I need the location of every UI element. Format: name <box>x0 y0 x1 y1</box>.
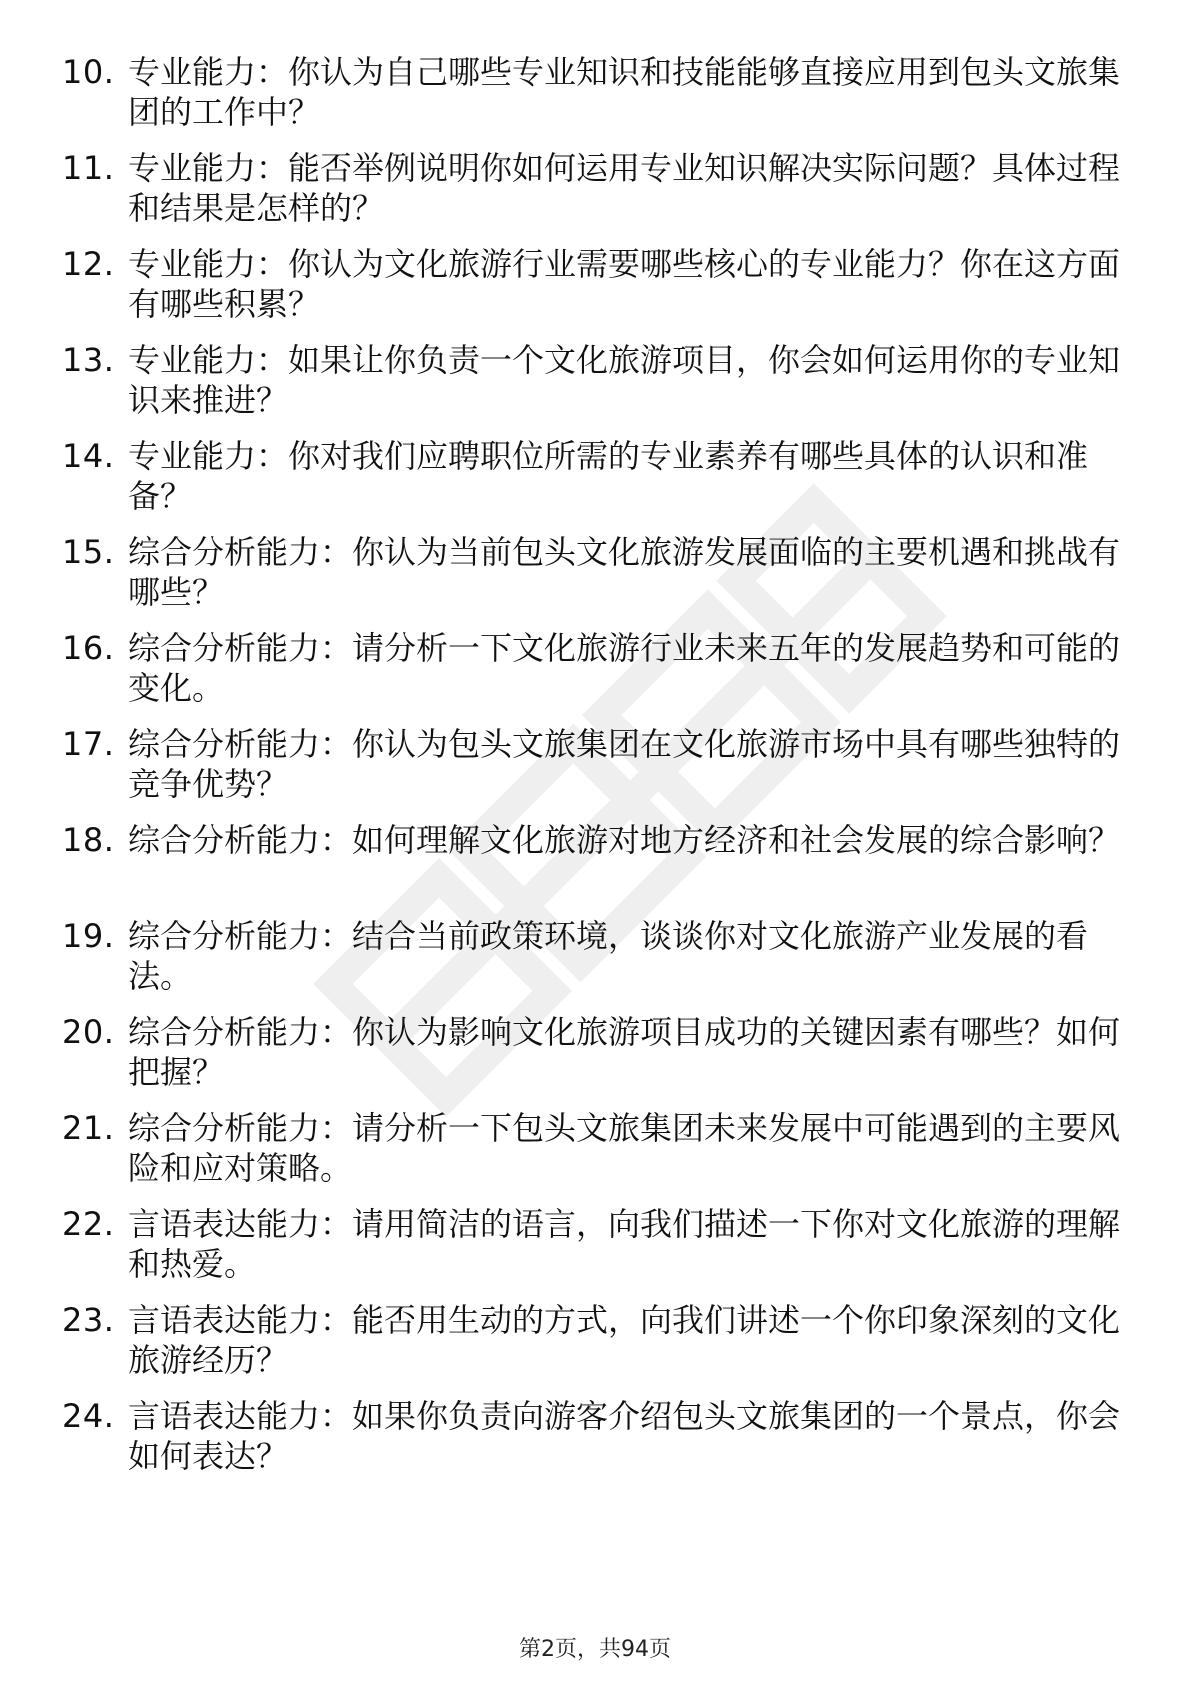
question-number: 19. <box>62 917 115 955</box>
question-number: 15. <box>62 533 115 571</box>
page-footer <box>0 1632 1190 1663</box>
question-item <box>62 1108 1132 1204</box>
question-text: 专业能力：如果让你负责一个文化旅游项目，你会如何运用你的专业知识来推进？ <box>128 341 1121 419</box>
question-number: 14. <box>62 437 115 475</box>
question-item <box>62 628 1132 724</box>
question-text: 综合分析能力：请分析一下文化旅游行业未来五年的发展趋势和可能的变化。 <box>128 629 1121 707</box>
question-item <box>62 148 1132 244</box>
question-number: 21. <box>62 1109 115 1147</box>
question-text: 综合分析能力：你认为包头文旅集团在文化旅游市场中具有哪些独特的竞争优势？ <box>128 725 1121 803</box>
question-item <box>62 1204 1132 1300</box>
page-number-label: 第2页，共94页 <box>519 1637 671 1662</box>
question-text: 综合分析能力：你认为当前包头文化旅游发展面临的主要机遇和挑战有哪些？ <box>128 533 1121 611</box>
question-text: 综合分析能力：请分析一下包头文旅集团未来发展中可能遇到的主要风险和应对策略。 <box>128 1109 1121 1187</box>
question-item <box>62 52 1132 148</box>
question-number: 11. <box>62 149 115 187</box>
question-number: 23. <box>62 1301 115 1339</box>
question-number: 24. <box>62 1397 115 1435</box>
question-text: 专业能力：你认为自己哪些专业知识和技能能够直接应用到包头文旅集团的工作中？ <box>128 53 1121 131</box>
question-item <box>62 436 1132 532</box>
question-text: 综合分析能力：结合当前政策环境，谈谈你对文化旅游产业发展的看法。 <box>128 917 1089 995</box>
question-number: 22. <box>62 1205 115 1243</box>
question-item <box>62 532 1132 628</box>
question-item <box>62 244 1132 340</box>
question-number: 13. <box>62 341 115 379</box>
question-item <box>62 1396 1132 1492</box>
question-item <box>62 916 1132 1012</box>
question-text: 专业能力：你对我们应聘职位所需的专业素养有哪些具体的认识和准备？ <box>128 437 1089 515</box>
question-item <box>62 1300 1132 1396</box>
question-item <box>62 724 1132 820</box>
question-number: 18. <box>62 821 115 859</box>
question-text: 专业能力：你认为文化旅游行业需要哪些核心的专业能力？你在这方面有哪些积累？ <box>128 245 1121 323</box>
question-page <box>62 52 1132 1492</box>
question-text: 综合分析能力：如何理解文化旅游对地方经济和社会发展的综合影响？ <box>128 821 1121 859</box>
question-text: 言语表达能力：能否用生动的方式，向我们讲述一个你印象深刻的文化旅游经历？ <box>128 1301 1121 1379</box>
question-text: 言语表达能力：请用简洁的语言，向我们描述一下你对文化旅游的理解和热爱。 <box>128 1205 1121 1283</box>
question-item <box>62 820 1132 916</box>
question-number: 16. <box>62 629 115 667</box>
question-text: 综合分析能力：你认为影响文化旅游项目成功的关键因素有哪些？如何把握？ <box>128 1013 1121 1091</box>
question-number: 17. <box>62 725 115 763</box>
question-number: 20. <box>62 1013 115 1051</box>
question-number: 10. <box>62 53 115 91</box>
question-text: 言语表达能力：如果你负责向游客介绍包头文旅集团的一个景点，你会如何表达？ <box>128 1397 1121 1475</box>
question-text: 专业能力：能否举例说明你如何运用专业知识解决实际问题？具体过程和结果是怎样的？ <box>128 149 1121 227</box>
question-item <box>62 1012 1132 1108</box>
question-list <box>62 52 1132 1492</box>
question-number: 12. <box>62 245 115 283</box>
question-item <box>62 340 1132 436</box>
